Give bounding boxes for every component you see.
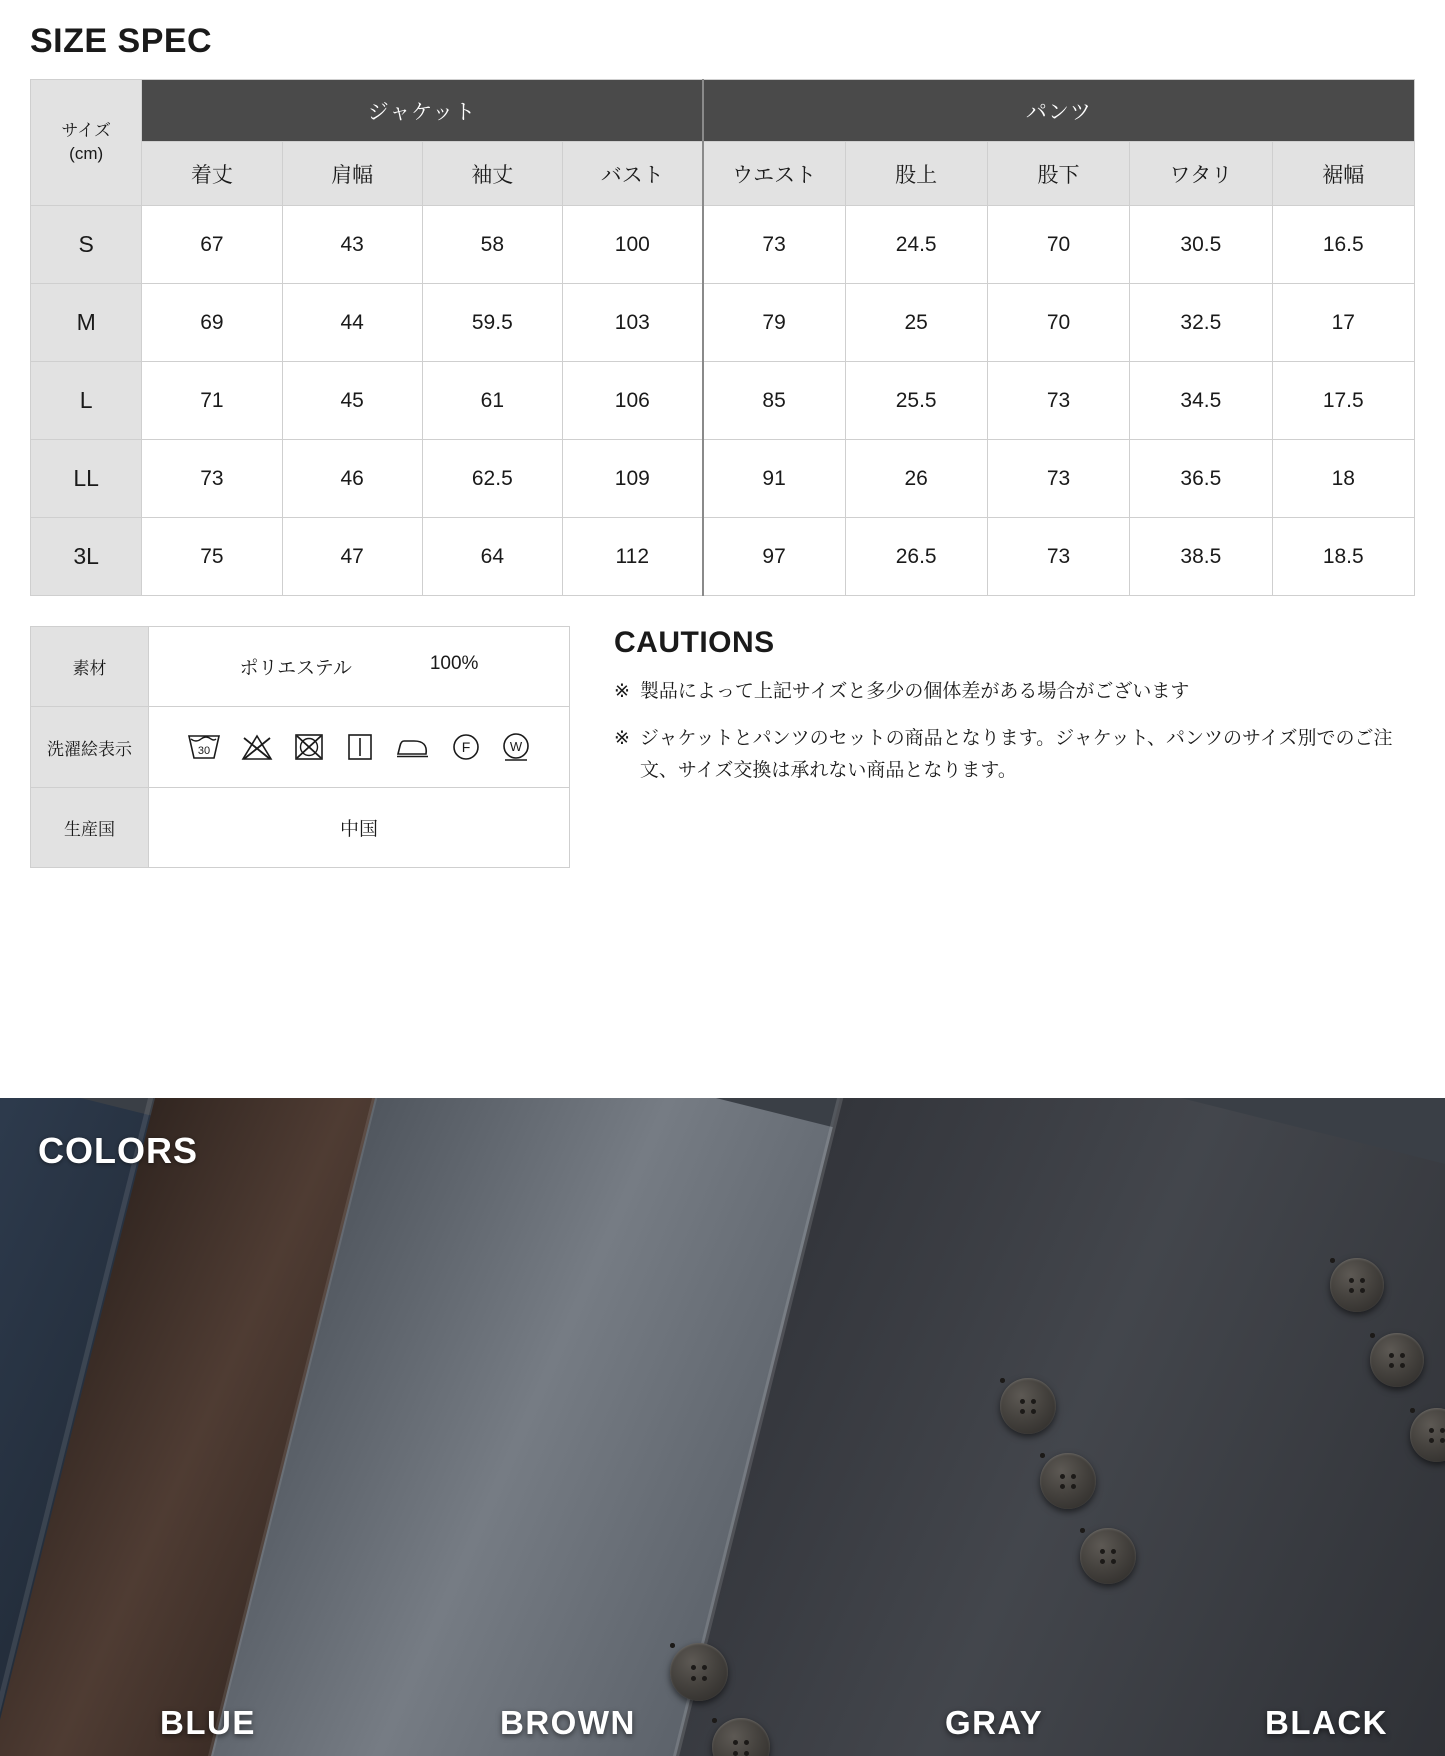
cell-value: 112 [562, 518, 702, 596]
table-row [31, 284, 1415, 362]
caution-text: 製品によって上記サイズと多少の個体差がある場合がございます [639, 681, 1190, 702]
cell-value: 64 [422, 518, 562, 596]
column-header-inseam: 股下 [987, 142, 1129, 206]
caution-text: ジャケットとパンツのセットの商品となります。ジャケット、パンツのサイズ別でのご注文、サイズ交換は承れない商品となります。 [639, 727, 1393, 782]
table-row [31, 206, 1415, 284]
dryclean-f-icon [451, 732, 481, 762]
color-label-brown: BROWN [500, 1704, 636, 1741]
jacket-button [1080, 1528, 1136, 1584]
cell-value: 73 [142, 440, 282, 518]
cell-value: 103 [562, 284, 702, 362]
cell-value: 18 [1272, 440, 1414, 518]
material-value [149, 627, 570, 707]
table-row [31, 627, 570, 707]
caution-mark: ※ [614, 681, 630, 702]
column-header-bust: バスト [562, 142, 702, 206]
wash-30-icon [187, 732, 221, 762]
bleach-not-icon [241, 732, 273, 762]
cell-value: 58 [422, 206, 562, 284]
cell-value: 69 [142, 284, 282, 362]
origin-label: 生産国 [31, 788, 149, 868]
cell-value: 26 [845, 440, 987, 518]
jacket-button [1000, 1378, 1056, 1434]
cell-value: 18.5 [1272, 518, 1414, 596]
cell-value: 67 [142, 206, 282, 284]
table-row [31, 362, 1415, 440]
origin-value: 中国 [149, 788, 570, 868]
cell-value: 79 [703, 284, 845, 362]
color-label-blue: BLUE [160, 1704, 256, 1741]
cell-value: 109 [562, 440, 702, 518]
care-symbols [149, 707, 570, 788]
cell-value: 59.5 [422, 284, 562, 362]
table-row [31, 440, 1415, 518]
cell-value: 71 [142, 362, 282, 440]
column-header-thigh: ワタリ [1130, 142, 1272, 206]
cell-value: 24.5 [845, 206, 987, 284]
cautions-section [570, 626, 1415, 868]
group-header-pants: パンツ [703, 80, 1415, 142]
cell-value: 34.5 [1130, 362, 1272, 440]
cell-value: 100 [562, 206, 702, 284]
table-row [31, 707, 570, 788]
column-header-shoulder: 肩幅 [282, 142, 422, 206]
wetclean-w-icon [501, 732, 531, 762]
jacket-button [1330, 1258, 1384, 1312]
jacket-button [1040, 1453, 1096, 1509]
cell-value: 73 [987, 518, 1129, 596]
care-label: 洗濯絵表示 [31, 707, 149, 788]
corner-size-label [31, 80, 142, 206]
table-header-group-row [31, 80, 1415, 142]
svg-text:30: 30 [197, 745, 211, 757]
svg-text:F: F [461, 739, 471, 755]
cell-value: 97 [703, 518, 845, 596]
color-label-gray: GRAY [945, 1704, 1044, 1741]
cell-value: 62.5 [422, 440, 562, 518]
cell-value: 45 [282, 362, 422, 440]
cell-value: 25 [845, 284, 987, 362]
tumble-dry-not-icon [293, 732, 325, 762]
column-header-hem: 裾幅 [1272, 142, 1414, 206]
cell-value: 26.5 [845, 518, 987, 596]
table-row [31, 788, 570, 868]
caution-item [614, 676, 1415, 709]
corner-label-line1: サイズ [61, 120, 111, 140]
jacket-button [1370, 1333, 1424, 1387]
cell-value: 30.5 [1130, 206, 1272, 284]
cell-value: 46 [282, 440, 422, 518]
cell-value: 38.5 [1130, 518, 1272, 596]
material-fiber-name: ポリエステル [239, 658, 352, 679]
cell-value: 36.5 [1130, 440, 1272, 518]
column-header-length: 着丈 [142, 142, 282, 206]
cell-value: 91 [703, 440, 845, 518]
cell-value: 75 [142, 518, 282, 596]
cell-value: 17 [1272, 284, 1414, 362]
colors-photo-band [0, 1098, 1445, 1756]
cell-value: 70 [987, 284, 1129, 362]
row-size-label: M [31, 284, 142, 362]
cell-value: 61 [422, 362, 562, 440]
row-size-label: L [31, 362, 142, 440]
svg-text:W: W [509, 739, 523, 754]
cell-value: 25.5 [845, 362, 987, 440]
page-title: SIZE SPEC [30, 22, 213, 60]
caution-mark: ※ [614, 727, 630, 749]
color-label-black: BLACK [1265, 1704, 1388, 1741]
size-spec-table [30, 79, 1415, 596]
table-row [31, 518, 1415, 596]
column-header-sleeve: 袖丈 [422, 142, 562, 206]
group-header-jacket: ジャケット [142, 80, 703, 142]
table-header-column-row [31, 142, 1415, 206]
size-spec-section [0, 22, 1445, 868]
material-and-cautions [30, 626, 1415, 868]
jacket-button [670, 1643, 728, 1701]
row-size-label: LL [31, 440, 142, 518]
row-size-label: S [31, 206, 142, 284]
cautions-title: CAUTIONS [614, 626, 775, 659]
cell-value: 43 [282, 206, 422, 284]
material-table [30, 626, 570, 868]
iron-icon [395, 733, 431, 761]
colors-title: COLORS [38, 1130, 199, 1171]
material-fiber-percent: 100% [429, 653, 479, 674]
dry-hang-icon [345, 732, 375, 762]
corner-label-line2: (cm) [69, 143, 104, 163]
column-header-rise: 股上 [845, 142, 987, 206]
cell-value: 44 [282, 284, 422, 362]
cell-value: 70 [987, 206, 1129, 284]
cell-value: 73 [703, 206, 845, 284]
cell-value: 106 [562, 362, 702, 440]
cell-value: 32.5 [1130, 284, 1272, 362]
material-label: 素材 [31, 627, 149, 707]
cell-value: 73 [987, 362, 1129, 440]
column-header-waist: ウエスト [703, 142, 845, 206]
cell-value: 47 [282, 518, 422, 596]
caution-item [614, 723, 1415, 788]
row-size-label: 3L [31, 518, 142, 596]
cell-value: 16.5 [1272, 206, 1414, 284]
cell-value: 17.5 [1272, 362, 1414, 440]
cell-value: 85 [703, 362, 845, 440]
cell-value: 73 [987, 440, 1129, 518]
